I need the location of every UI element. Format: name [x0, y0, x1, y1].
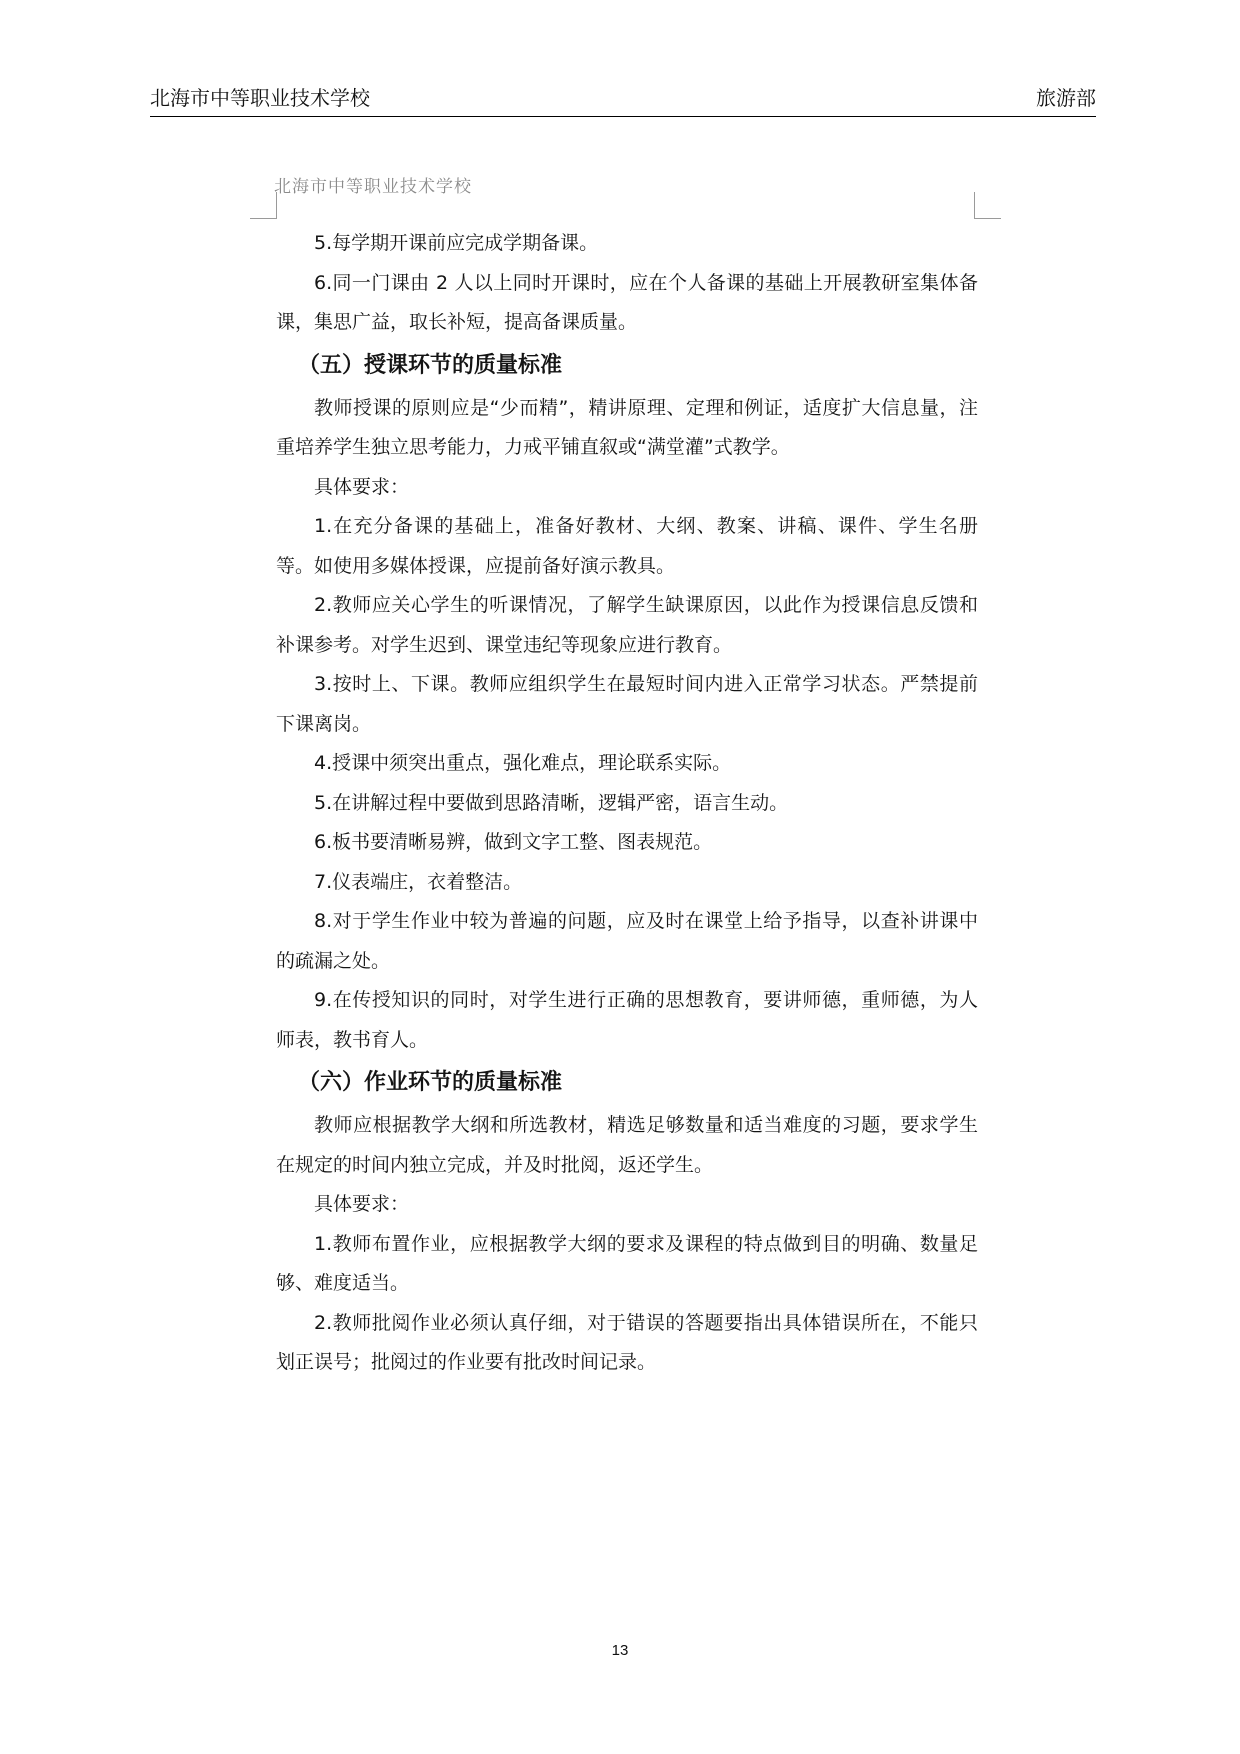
- page-header: [150, 86, 1096, 117]
- paragraph: 7.仪表端庄，衣着整洁。: [314, 870, 523, 893]
- document-body: [276, 224, 978, 1383]
- paragraph: 3.按时上、下课。教师应组织学生在最短时间内进入正常学习状态。严禁提前下课离岗。: [276, 673, 978, 735]
- header-department: 旅游部: [1036, 86, 1096, 110]
- paragraph: 6.同一门课由 2 人以上同时开课时，应在个人备课的基础上开展教研室集体备课，集思广益，取长补短，提高备课质量。: [276, 271, 978, 333]
- paragraph: 1.教师布置作业，应根据教学大纲的要求及课程的特点做到目的明确、数量足够、难度适当。: [276, 1232, 978, 1294]
- paragraph: 8.对于学生作业中较为普遍的问题，应及时在课堂上给予指导，以查补讲课中的疏漏之处。: [276, 910, 978, 972]
- paragraph: 2.教师应关心学生的听课情况，了解学生缺课原因，以此作为授课信息反馈和补课参考。对学生迟到、课堂违纪等现象应进行教育。: [276, 594, 978, 656]
- paragraph: 5.在讲解过程中要做到思路清晰，逻辑严密，语言生动。: [314, 791, 789, 814]
- scanned-page-header: 北海市中等职业技术学校: [274, 177, 472, 197]
- paragraph: 教师授课的原则应是“少而精”，精讲原理、定理和例证，适度扩大信息量，注重培养学生独立思考能力，力戒平铺直叙或“满堂灌”式教学。: [276, 396, 978, 458]
- paragraph: 6.板书要清晰易辨，做到文字工整、图表规范。: [314, 831, 713, 853]
- page-number: 13: [611, 1642, 629, 1659]
- header-school-name: 北海市中等职业技术学校: [150, 86, 370, 110]
- section-heading: （六）作业环节的质量标准: [298, 1070, 563, 1095]
- crop-mark-right: [974, 192, 1001, 219]
- paragraph: 1.在充分备课的基础上，准备好教材、大纲、教案、讲稿、课件、学生名册等。如使用多媒体授课，应提前备好演示教具。: [276, 515, 978, 577]
- paragraph: 5.每学期开课前应完成学期备课。: [314, 232, 599, 254]
- paragraph: 9.在传授知识的同时，对学生进行正确的思想教育，要讲师德，重师德，为人师表，教书育人。: [276, 989, 978, 1051]
- paragraph: 具体要求：: [314, 1193, 410, 1215]
- paragraph: 2.教师批阅作业必须认真仔细，对于错误的答题要指出具体错误所在，不能只划正误号；批阅过的作业要有批改时间记录。: [276, 1311, 978, 1373]
- paragraph: 4.授课中须突出重点，强化难点，理论联系实际。: [314, 752, 732, 774]
- section-heading: （五）授课环节的质量标准: [298, 352, 563, 378]
- paragraph: 具体要求：: [314, 475, 410, 498]
- crop-mark-left: [250, 192, 277, 219]
- paragraph: 教师应根据教学大纲和所选教材，精选足够数量和适当难度的习题，要求学生在规定的时间内独立完成，并及时批阅，返还学生。: [276, 1114, 978, 1176]
